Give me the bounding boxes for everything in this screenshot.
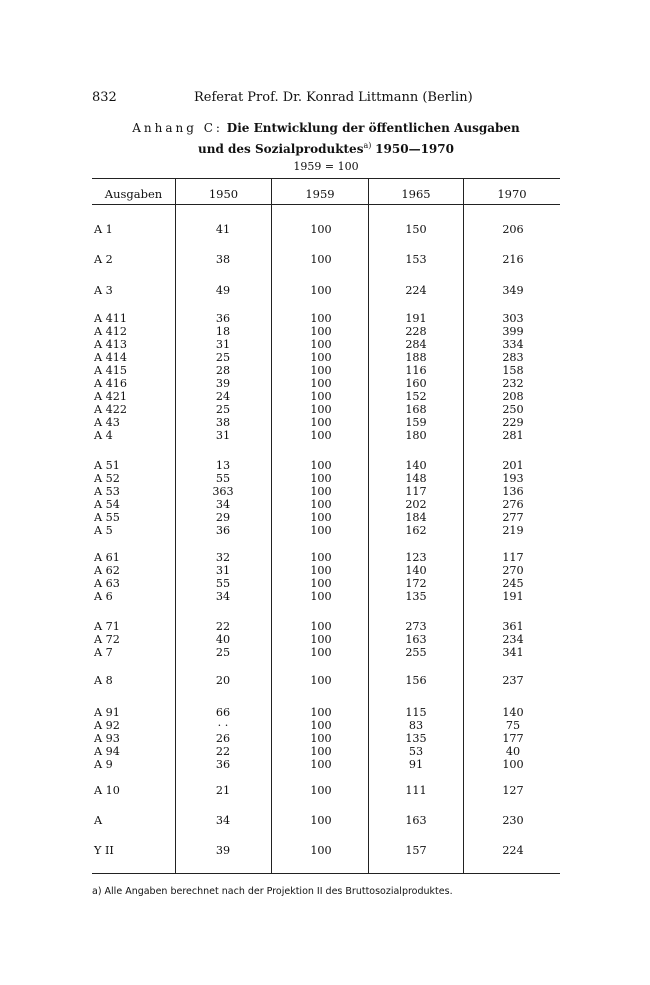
table-cell: 41 [215, 223, 231, 236]
row-group [92, 551, 560, 603]
table-cell: 25 [215, 646, 231, 659]
table-cell: 180 [405, 429, 427, 442]
table-cell: 277 [502, 511, 524, 524]
table-row [92, 351, 560, 364]
table-cell: 191 [502, 590, 524, 603]
table-row [92, 674, 560, 687]
table-cell: 55 [215, 472, 231, 485]
table-cell: 172 [405, 577, 427, 590]
table-cell: 100 [310, 814, 332, 827]
table-cell: 193 [502, 472, 524, 485]
table-cell: 162 [405, 524, 427, 537]
table-cell: 100 [310, 312, 332, 325]
table-cell: 270 [502, 564, 524, 577]
table-cell: 135 [405, 590, 427, 603]
row-label: A 93 [94, 732, 120, 745]
row-label: A 92 [94, 719, 120, 732]
table-row [92, 338, 560, 351]
title-lead: Anhang C: [132, 121, 223, 135]
table-cell: 159 [405, 416, 427, 429]
col-header-1970: 1970 [497, 187, 527, 201]
table-row [92, 459, 560, 472]
table-cell: 100 [310, 325, 332, 338]
table-cell: 349 [502, 284, 524, 297]
table-cell: 116 [405, 364, 427, 377]
row-label: A [94, 814, 103, 827]
table-cell: 31 [215, 564, 231, 577]
row-label: A 52 [94, 472, 120, 485]
table-cell: 283 [502, 351, 524, 364]
table-cell: 18 [215, 325, 231, 338]
table-cell: 152 [405, 390, 427, 403]
title-line-1: Die Entwicklung der öffentlichen Ausgaben [226, 121, 520, 135]
table-cell: 38 [215, 416, 231, 429]
table-cell: 303 [502, 312, 524, 325]
table-cell: 230 [502, 814, 524, 827]
row-label: A 53 [94, 485, 120, 498]
table-row [92, 511, 560, 524]
table-bottom-rule [92, 873, 560, 874]
table-cell: 100 [310, 429, 332, 442]
row-label: A 51 [94, 459, 120, 472]
table-cell: 25 [215, 403, 231, 416]
table-cell: 36 [215, 524, 231, 537]
table-cell: 229 [502, 416, 524, 429]
table-cell: 224 [405, 284, 427, 297]
table-cell: 111 [405, 784, 427, 797]
table-row [92, 814, 560, 827]
row-group [92, 620, 560, 659]
table-cell: 100 [310, 719, 332, 732]
col-header-1965: 1965 [401, 187, 431, 201]
table-row [92, 745, 560, 758]
row-group [92, 223, 560, 236]
table-cell: 100 [310, 377, 332, 390]
table-cell: 123 [405, 551, 427, 564]
table-cell: 208 [502, 390, 524, 403]
table-cell: 232 [502, 377, 524, 390]
table-cell: 191 [405, 312, 427, 325]
row-label: A 3 [94, 284, 113, 297]
table-cell: 20 [215, 674, 231, 687]
table-cell: 53 [408, 745, 424, 758]
table-cell: 117 [405, 485, 427, 498]
table-cell: 163 [405, 814, 427, 827]
row-label: A 61 [94, 551, 120, 564]
table-cell: 245 [502, 577, 524, 590]
table-cell: 36 [215, 758, 231, 771]
table-cell: 363 [212, 485, 234, 498]
table-cell: 100 [310, 784, 332, 797]
table-cell: 100 [310, 564, 332, 577]
table-cell: 281 [502, 429, 524, 442]
table-cell: 206 [502, 223, 524, 236]
table-cell: 100 [310, 223, 332, 236]
table-cell: 100 [310, 706, 332, 719]
table-cell: 399 [502, 325, 524, 338]
table-cell: 100 [310, 403, 332, 416]
row-label: Y II [94, 844, 114, 857]
table-cell: 38 [215, 253, 231, 266]
table-row [92, 364, 560, 377]
row-label: A 72 [94, 633, 120, 646]
table-cell: 34 [215, 498, 231, 511]
row-label: A 421 [94, 390, 127, 403]
table-header-rule [92, 204, 560, 205]
table-cell: 39 [215, 377, 231, 390]
col-header-1950: 1950 [208, 187, 239, 201]
table-cell: 29 [215, 511, 231, 524]
table-cell: 135 [405, 732, 427, 745]
row-label: A 4 [94, 429, 113, 442]
row-group [92, 253, 560, 266]
table-cell: 100 [502, 758, 524, 771]
row-group [92, 674, 560, 687]
table-cell: 32 [215, 551, 231, 564]
table-cell: 127 [502, 784, 524, 797]
table-cell: 13 [215, 459, 231, 472]
table-cell: 153 [405, 253, 427, 266]
col-header-1959: 1959 [305, 187, 335, 201]
table-cell: 91 [408, 758, 424, 771]
table-cell: 158 [502, 364, 524, 377]
table-cell: 100 [310, 646, 332, 659]
table-cell: 150 [405, 223, 427, 236]
table-cell: 24 [215, 390, 231, 403]
table-cell: 219 [502, 524, 524, 537]
table-row [92, 524, 560, 537]
row-label: A 54 [94, 498, 120, 511]
table-row [92, 732, 560, 745]
table-row [92, 633, 560, 646]
table-row [92, 620, 560, 633]
table-cell: 25 [215, 351, 231, 364]
table-cell: 100 [310, 590, 332, 603]
row-label: A 7 [94, 646, 113, 659]
table-cell: 140 [405, 459, 427, 472]
row-label: A 414 [94, 351, 127, 364]
row-label: A 9 [94, 758, 113, 771]
table-cell: 26 [215, 732, 231, 745]
table-row [92, 377, 560, 390]
table-cell: 28 [215, 364, 231, 377]
table-cell: 177 [502, 732, 524, 745]
table-cell: 100 [310, 390, 332, 403]
row-label: A 63 [94, 577, 120, 590]
table-cell: 66 [215, 706, 231, 719]
table-cell: 168 [405, 403, 427, 416]
table-cell: 100 [310, 498, 332, 511]
row-label: A 94 [94, 745, 120, 758]
row-label: A 43 [94, 416, 120, 429]
page-number: 832 [92, 90, 117, 105]
table-cell: 273 [405, 620, 427, 633]
table-row [92, 564, 560, 577]
table-cell: 100 [310, 338, 332, 351]
table-row [92, 706, 560, 719]
title-years: 1950—1970 [375, 142, 454, 156]
table-cell: 100 [310, 758, 332, 771]
row-label: A 416 [94, 377, 127, 390]
table-row [92, 223, 560, 236]
table-row [92, 844, 560, 857]
table-cell: 100 [310, 633, 332, 646]
table-row [92, 312, 560, 325]
table-row [92, 719, 560, 732]
table-row [92, 253, 560, 266]
table-cell: 100 [310, 364, 332, 377]
row-group [92, 784, 560, 797]
table-cell: 100 [310, 416, 332, 429]
table-cell: 21 [215, 784, 231, 797]
table-cell: 334 [502, 338, 524, 351]
table-cell: 156 [405, 674, 427, 687]
table-cell: 100 [310, 284, 332, 297]
row-label: A 91 [94, 706, 120, 719]
table-cell: 157 [405, 844, 427, 857]
title-line-2: und des Sozialproduktes [198, 142, 364, 156]
row-label: A 6 [94, 590, 113, 603]
table-cell: 34 [215, 590, 231, 603]
table-cell: 148 [405, 472, 427, 485]
table-row [92, 485, 560, 498]
table-cell: 216 [502, 253, 524, 266]
table-title [92, 120, 560, 158]
table-cell: 140 [502, 706, 524, 719]
table-cell: 100 [310, 844, 332, 857]
table-cell: 255 [405, 646, 427, 659]
table-cell: 100 [310, 253, 332, 266]
index-basis: 1959 = 100 [293, 160, 359, 173]
table-cell: 100 [310, 674, 332, 687]
table-cell: 184 [405, 511, 427, 524]
running-head: Referat Prof. Dr. Konrad Littmann (Berlin) [194, 90, 473, 105]
table-row [92, 429, 560, 442]
row-label: A 62 [94, 564, 120, 577]
table-cell: 100 [310, 732, 332, 745]
table-cell: 136 [502, 485, 524, 498]
table-row [92, 590, 560, 603]
row-label: A 412 [94, 325, 127, 338]
table-cell: 100 [310, 551, 332, 564]
table-cell: 228 [405, 325, 427, 338]
footnote: a) Alle Angaben berechnet nach der Projektion II des Bruttosozialproduktes. [92, 886, 453, 897]
table-row [92, 416, 560, 429]
table-row [92, 551, 560, 564]
table-cell: 202 [405, 498, 427, 511]
table-cell: 250 [502, 403, 524, 416]
table-cell: 224 [502, 844, 524, 857]
row-group [92, 844, 560, 857]
table-cell: 100 [310, 577, 332, 590]
row-label: A 413 [94, 338, 127, 351]
table-cell: 40 [505, 745, 521, 758]
table-cell: 237 [502, 674, 524, 687]
row-group [92, 706, 560, 771]
data-table [92, 178, 560, 874]
table-cell: · · [217, 719, 229, 732]
row-label: A 5 [94, 524, 113, 537]
table-cell: 100 [310, 524, 332, 537]
row-label: A 2 [94, 253, 113, 266]
table-top-rule [92, 178, 560, 179]
table-row [92, 403, 560, 416]
table-cell: 188 [405, 351, 427, 364]
table-cell: 36 [215, 312, 231, 325]
row-group [92, 284, 560, 297]
table-cell: 55 [215, 577, 231, 590]
table-cell: 115 [405, 706, 427, 719]
table-cell: 40 [215, 633, 231, 646]
table-cell: 100 [310, 745, 332, 758]
table-cell: 22 [215, 620, 231, 633]
col-header-ausgaben: Ausgaben [104, 187, 163, 201]
row-label: A 411 [94, 312, 127, 325]
table-row [92, 390, 560, 403]
row-label: A 71 [94, 620, 120, 633]
table-cell: 49 [215, 284, 231, 297]
table-cell: 100 [310, 351, 332, 364]
row-group [92, 312, 560, 442]
table-cell: 100 [310, 459, 332, 472]
table-cell: 75 [505, 719, 521, 732]
row-label: A 1 [94, 223, 113, 236]
title-footnote-marker: a) [363, 141, 372, 150]
table-row [92, 784, 560, 797]
table-cell: 22 [215, 745, 231, 758]
table-row [92, 284, 560, 297]
table-cell: 100 [310, 511, 332, 524]
table-row [92, 577, 560, 590]
table-cell: 160 [405, 377, 427, 390]
table-row [92, 472, 560, 485]
table-row [92, 325, 560, 338]
row-label: A 55 [94, 511, 120, 524]
row-group [92, 814, 560, 827]
table-row [92, 498, 560, 511]
row-label: A 8 [94, 674, 113, 687]
table-cell: 31 [215, 429, 231, 442]
table-row [92, 646, 560, 659]
table-cell: 276 [502, 498, 524, 511]
table-cell: 163 [405, 633, 427, 646]
table-cell: 100 [310, 472, 332, 485]
table-cell: 100 [310, 485, 332, 498]
table-cell: 234 [502, 633, 524, 646]
table-cell: 341 [502, 646, 524, 659]
table-cell: 201 [502, 459, 524, 472]
table-cell: 31 [215, 338, 231, 351]
table-cell: 83 [408, 719, 424, 732]
row-label: A 422 [94, 403, 127, 416]
table-cell: 361 [502, 620, 524, 633]
table-cell: 39 [215, 844, 231, 857]
table-cell: 34 [215, 814, 231, 827]
table-cell: 117 [502, 551, 524, 564]
table-cell: 284 [405, 338, 427, 351]
table-row [92, 758, 560, 771]
row-label: A 10 [94, 784, 120, 797]
row-label: A 415 [94, 364, 127, 377]
table-cell: 140 [405, 564, 427, 577]
page-header [92, 90, 560, 110]
table-cell: 100 [310, 620, 332, 633]
row-group [92, 459, 560, 537]
